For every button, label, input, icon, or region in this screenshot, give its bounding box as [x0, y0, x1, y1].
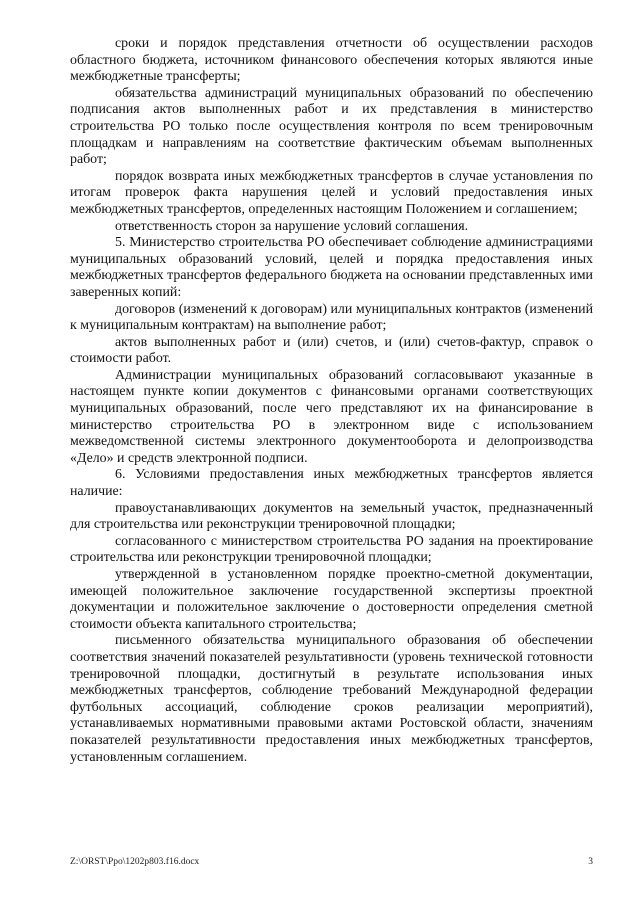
paragraph-acts: актов выполненных работ и (или) счетов, и (или) счетов-фактур, справок о стоимости работ.: [70, 334, 593, 367]
paragraph-project-documentation: утвержденной в установленном порядке проектно-сметной документации, имеющей положительное заключение государственной экспертизы проектной документации и положительное заключение о достоверности определения сметной стоимости объекта капитального строительства;: [70, 567, 593, 632]
paragraph-item-6: 6. Условиями предоставления иных межбюджетных трансфертов является наличие:: [70, 467, 593, 500]
paragraph-refund-procedure: порядок возврата иных межбюджетных трансфертов в случае установления по итогам проверок факта нарушения целей и условий предоставления иных межбюджетных трансфертов, определенных настоящим Положением и соглашением;: [70, 168, 593, 217]
page-number: 3: [588, 857, 593, 867]
paragraph-administration-obligations: обязательства администраций муниципальных образований по обеспечению подписания актов выполненных работ и их представления в министерство строительства РО только после осуществления контроля по всем тренировочным площадкам и направлениям на соответствие фактическим объемам выполненных работ;: [70, 85, 593, 168]
paragraph-design-task: согласованного с министерством строительства РО задания на проектирование строительства или реконструкции тренировочной площадки;: [70, 533, 593, 566]
file-path: Z:\ORST\Ppo\1202p803.f16.docx: [70, 857, 200, 867]
paragraph-contracts: договоров (изменений к договорам) или муниципальных контрактов (изменений к муниципальным контрактам) на выполнение работ;: [70, 301, 593, 334]
paragraph-responsibility: ответственность сторон за нарушение условий соглашения.: [115, 218, 469, 234]
paragraph-reporting-terms: сроки и порядок представления отчетности об осуществлении расходов областного бюджета, источником финансового обеспечения которых являются иные межбюджетные трансферты;: [70, 36, 593, 85]
paragraph-administrations-approve: Администрации муниципальных образований согласовывают указанные в настоящем пункте копии документов с финансовыми органами соответствующих муниципальных образований, после чего представляют их на финансирование в министерство строительства РО в электронном виде с использованием межведомственной системы электронного документооборота и делопроизводства «Дело» и средств электронной подписи.: [70, 367, 593, 466]
paragraph-land-documents: правоустанавливающих документов на земельный участок, предназначенный для строительства или реконструкции тренировочной площадки;: [70, 500, 593, 533]
document-body: [70, 36, 593, 766]
paragraph-written-obligation: письменного обязательства муниципального образования об обеспечении соответствия значений показателей результативности (уровень технической готовности тренировочной площадки, достигнутый в результате использования иных межбюджетных трансфертов, соблюдение требований Международной федерации футбольных ассоциаций, соблюдение сроков реализации мероприятий), устанавливаемых нормативными правовыми актами Ростовской области, значениям показателей результативности предоставления иных межбюджетных трансфертов, установленным соглашением.: [70, 633, 593, 765]
paragraph-item-5: 5. Министерство строительства РО обеспечивает соблюдение администрациями муниципальных образований условий, целей и порядка предоставления иных межбюджетных трансфертов федерального бюджета на основании представленных ими заверенных копий:: [70, 235, 593, 300]
